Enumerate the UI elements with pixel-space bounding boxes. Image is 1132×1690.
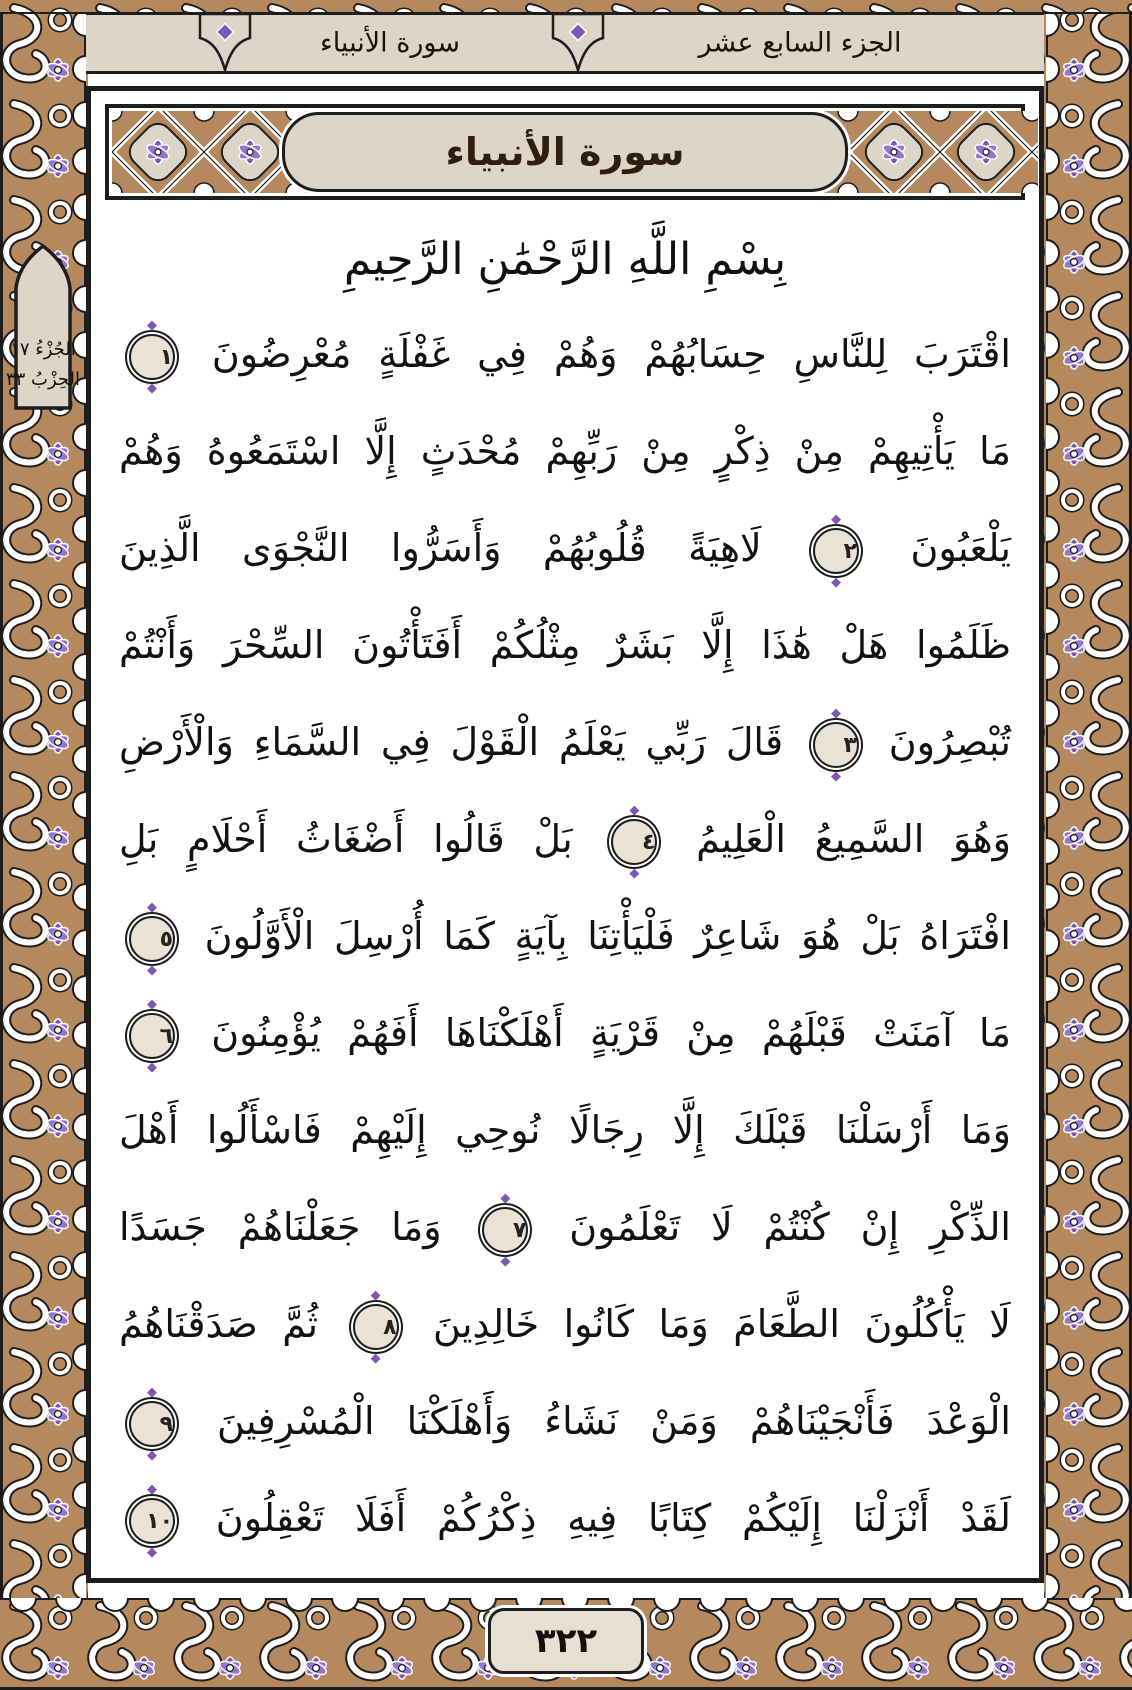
ayah-end-medallion: ◆ ٤ ◆ [611, 819, 657, 865]
verse-line [119, 1179, 1011, 1276]
juz-marker-text [4, 335, 82, 396]
verse-text: ثُمَّ صَدَقْنَاهُمُ [119, 1302, 319, 1346]
verse-text: يَلْعَبُونَ [910, 526, 1011, 570]
verse-line [119, 791, 1011, 888]
header-surah-name: سورة الأنبياء [320, 27, 460, 59]
verse-line [119, 888, 1011, 985]
verse-text: ظَلَمُوا هَلْ هَٰذَا إِلَّا بَشَرٌ مِثْلُكُمْ أَفَتَأْتُونَ السِّحْرَ وَأَنْتُمْ [119, 623, 1011, 667]
verse-text: لَا يَأْكُلُونَ الطَّعَامَ وَمَا كَانُوا خَالِدِينَ [433, 1302, 1011, 1346]
ayah-end-medallion: ◆ ٦ ◆ [129, 1013, 175, 1059]
verse-text: لَقَدْ أَنْزَلْنَا إِلَيْكُمْ كِتَابًا فِيهِ ذِكْرُكُمْ أَفَلَا تَعْقِلُونَ [215, 1496, 1011, 1540]
verse-line [119, 597, 1011, 694]
verse-line [119, 1373, 1011, 1470]
verse-line [119, 500, 1011, 597]
verse-text: لَاهِيَةً قُلُوبُهُمْ وَأَسَرُّوا النَّجْوَى الَّذِينَ [119, 526, 762, 570]
verse-text: مَا يَأْتِيهِمْ مِنْ ذِكْرٍ مِنْ رَبِّهِمْ مُحْدَثٍ إِلَّا اسْتَمَعُوهُ وَهُمْ [119, 429, 1011, 473]
verse-text: قَالَ رَبِّي يَعْلَمُ الْقَوْلَ فِي السَّمَاءِ وَالْأَرْضِ [119, 720, 784, 764]
verse-line [119, 1470, 1011, 1567]
verse-line [119, 985, 1011, 1082]
ayah-end-medallion: ◆ ١٠ ◆ [129, 1498, 175, 1544]
verse-line [119, 1276, 1011, 1373]
verse-text: وَهُوَ السَّمِيعُ الْعَلِيمُ [696, 817, 1011, 861]
ayah-end-medallion: ◆ ١ ◆ [129, 334, 175, 380]
verse-text: تُبْصِرُونَ [888, 720, 1011, 764]
ayah-end-medallion: ◆ ٨ ◆ [353, 1304, 399, 1350]
verse-text: افْتَرَاهُ بَلْ هُوَ شَاعِرٌ فَلْيَأْتِنَا بِآيَةٍ كَمَا أُرْسِلَ الْأَوَّلُونَ [204, 914, 1011, 958]
header-pendant-ornament-left [197, 12, 253, 74]
bismillah: بِسْمِ اللَّهِ الرَّحْمَٰنِ الرَّحِيمِ [343, 234, 787, 285]
verse-line [119, 306, 1011, 403]
surah-title-cartouche [282, 112, 848, 192]
juz-marker-juz-line: الجُزْءُ ١٧ [10, 338, 76, 360]
verse-text: اقْتَرَبَ لِلنَّاسِ حِسَابُهُمْ وَهُمْ فِي غَفْلَةٍ مُعْرِضُونَ [211, 332, 1011, 376]
text-frame [86, 86, 1044, 1583]
ayah-end-medallion: ◆ ٢ ◆ [813, 528, 859, 574]
verse-text: الذِّكْرِ إِنْ كُنْتُمْ لَا تَعْلَمُونَ [569, 1205, 1011, 1249]
ornate-border-right [1044, 0, 1132, 1690]
verse-text: وَمَا أَرْسَلْنَا قَبْلَكَ إِلَّا رِجَالًا نُوحِي إِلَيْهِمْ فَاسْأَلُوا أَهْلَ [119, 1108, 1011, 1152]
header-pendant-ornament-right [550, 12, 606, 74]
verse-lines [91, 306, 1039, 1567]
header-juz-name: الجزء السابع عشر [698, 27, 902, 59]
page-number [488, 1608, 644, 1674]
ayah-end-medallion: ◆ ٩ ◆ [129, 1401, 175, 1447]
ayah-end-medallion: ◆ ٥ ◆ [129, 916, 175, 962]
verse-text: مَا آمَنَتْ قَبْلَهُمْ مِنْ قَرْيَةٍ أَهْلَكْنَاهَا أَفَهُمْ يُؤْمِنُونَ [211, 1011, 1011, 1055]
verse-line [119, 1082, 1011, 1179]
surah-title-text: سورة الأنبياء [445, 130, 685, 174]
page-number-text: ٣٢٢ [534, 1621, 598, 1661]
verse-text: وَمَا جَعَلْنَاهُمْ جَسَدًا [119, 1205, 442, 1249]
verse-text: بَلْ قَالُوا أَضْغَاثُ أَحْلَامٍ بَلِ [119, 817, 573, 861]
juz-hizb-marker [4, 242, 82, 410]
ayah-end-medallion: ◆ ٧ ◆ [482, 1207, 528, 1253]
juz-marker-hizb-line: الحِزْبُ ٣٣ [5, 369, 81, 391]
verse-line [119, 403, 1011, 500]
ayah-end-medallion: ◆ ٣ ◆ [813, 722, 859, 768]
verse-line [119, 694, 1011, 791]
verse-text: الْوَعْدَ فَأَنْجَيْنَاهُمْ وَمَنْ نَشَاءُ وَأَهْلَكْنَا الْمُسْرِفِينَ [217, 1399, 1011, 1443]
surah-title-band [105, 104, 1025, 200]
